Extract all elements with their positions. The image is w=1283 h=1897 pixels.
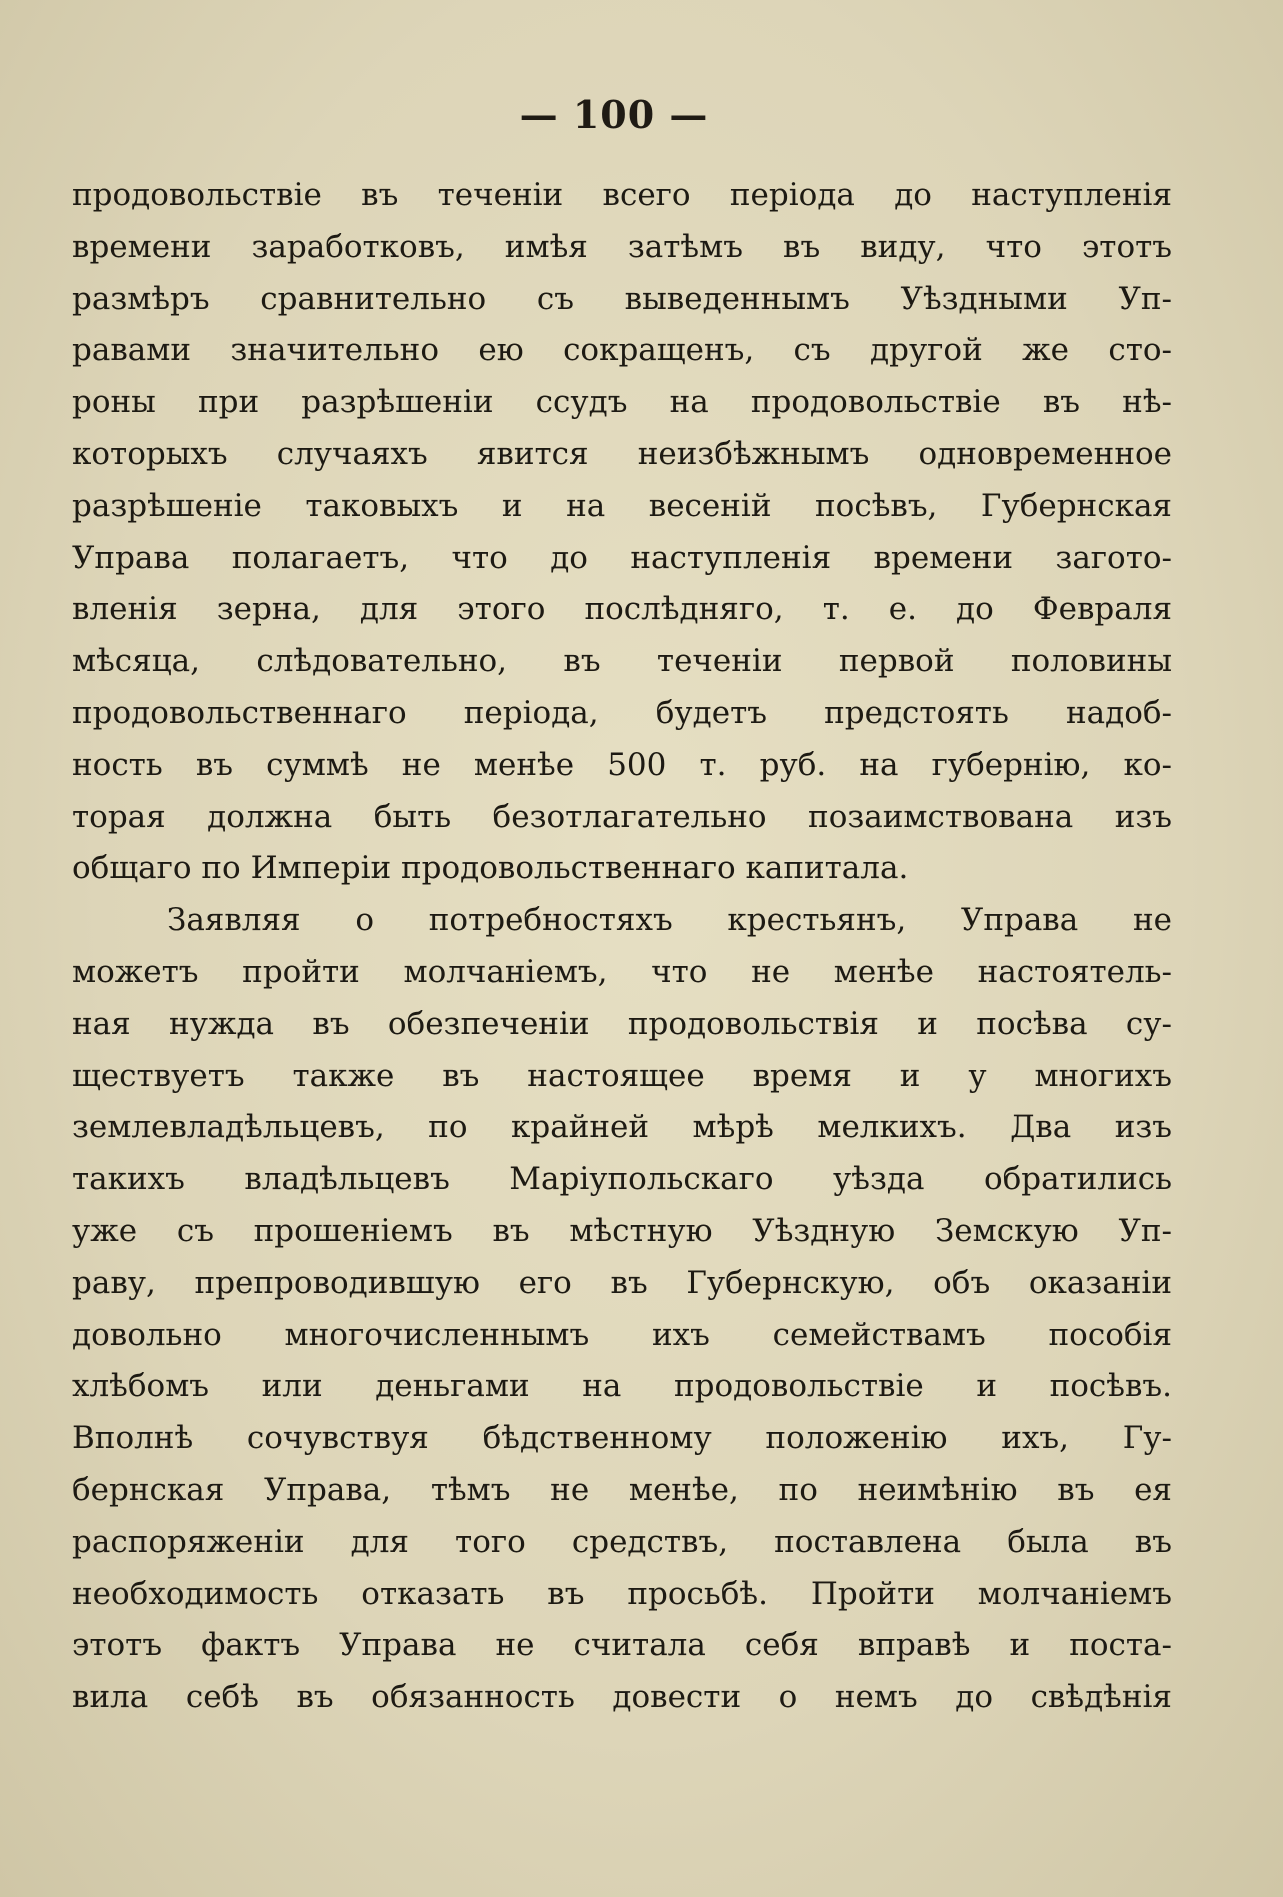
text-line: роны при разрѣшеніи ссудъ на продовольствіе въ нѣ-	[72, 384, 1172, 421]
text-line: раву, препроводившую его въ Губернскую, объ оказаніи	[72, 1264, 1172, 1301]
text-line: ществуетъ также въ настоящее время и у многихъ	[72, 1057, 1172, 1094]
text-line: уже съ прошеніемъ въ мѣстную Уѣздную Земскую Уп-	[72, 1212, 1172, 1249]
text-line: времени заработковъ, имѣя затѣмъ въ виду, что этотъ	[72, 228, 1172, 265]
text-line: мѣсяца, слѣдовательно, въ теченіи первой половины	[72, 643, 1172, 680]
text-line: землевладѣльцевъ, по крайней мѣрѣ мелкихъ. Два изъ	[72, 1109, 1172, 1146]
text-line: размѣръ сравнительно съ выведеннымъ Уѣздными Уп-	[72, 280, 1172, 317]
text-line: такихъ владѣльцевъ Маріупольскаго уѣзда обратились	[72, 1161, 1172, 1198]
text-line: довольно многочисленнымъ ихъ семействамъ пособія	[72, 1316, 1172, 1353]
text-line: Управа полагаетъ, что до наступленія времени загото-	[72, 539, 1172, 576]
text-line: Вполнѣ сочувствуя бѣдственному положенію ихъ, Гу-	[72, 1420, 1172, 1457]
text-line: ная нужда въ обезпеченіи продовольствія и посѣва су-	[72, 1005, 1172, 1042]
body-text	[72, 170, 1172, 1724]
text-line: можетъ пройти молчаніемъ, что не менѣе настоятель-	[72, 953, 1172, 990]
text-line: вленія зерна, для этого послѣдняго, т. е. до Февраля	[72, 591, 1172, 628]
text-line: разрѣшеніе таковыхъ и на весеній посѣвъ, Губернская	[72, 487, 1172, 524]
text-line: ность въ суммѣ не менѣе 500 т. руб. на губернію, ко-	[72, 746, 1172, 783]
text-line: вила себѣ въ обязанность довести о немъ до свѣдѣнія	[72, 1679, 1172, 1716]
text-line: бернская Управа, тѣмъ не менѣе, по неимѣнію въ ея	[72, 1471, 1172, 1508]
text-line: общаго по Имперіи продовольственнаго капитала.	[72, 850, 909, 887]
text-line: торая должна быть безотлагательно позаимствована изъ	[72, 798, 1172, 835]
text-line: продовольствіе въ теченіи всего періода до наступленія	[72, 177, 1172, 213]
text-line: необходимость отказать въ просьбѣ. Пройти молчаніемъ	[72, 1575, 1172, 1612]
text-line: распоряженіи для того средствъ, поставлена была въ	[72, 1523, 1172, 1560]
text-line: продовольственнаго періода, будетъ предстоять надоб-	[72, 694, 1172, 731]
paragraph-start-line: Заявляя о потребностяхъ крестьянъ, Управа не	[167, 902, 1172, 939]
text-line: хлѣбомъ или деньгами на продовольствіе и посѣвъ.	[72, 1368, 1172, 1405]
text-line: которыхъ случаяхъ явится неизбѣжнымъ одновременное	[72, 435, 1172, 472]
text-line: этотъ фактъ Управа не считала себя вправѣ и поста-	[72, 1627, 1172, 1664]
page-number: — 100 —	[519, 92, 709, 137]
text-line: равами значительно ею сокращенъ, съ другой же сто-	[72, 332, 1172, 369]
